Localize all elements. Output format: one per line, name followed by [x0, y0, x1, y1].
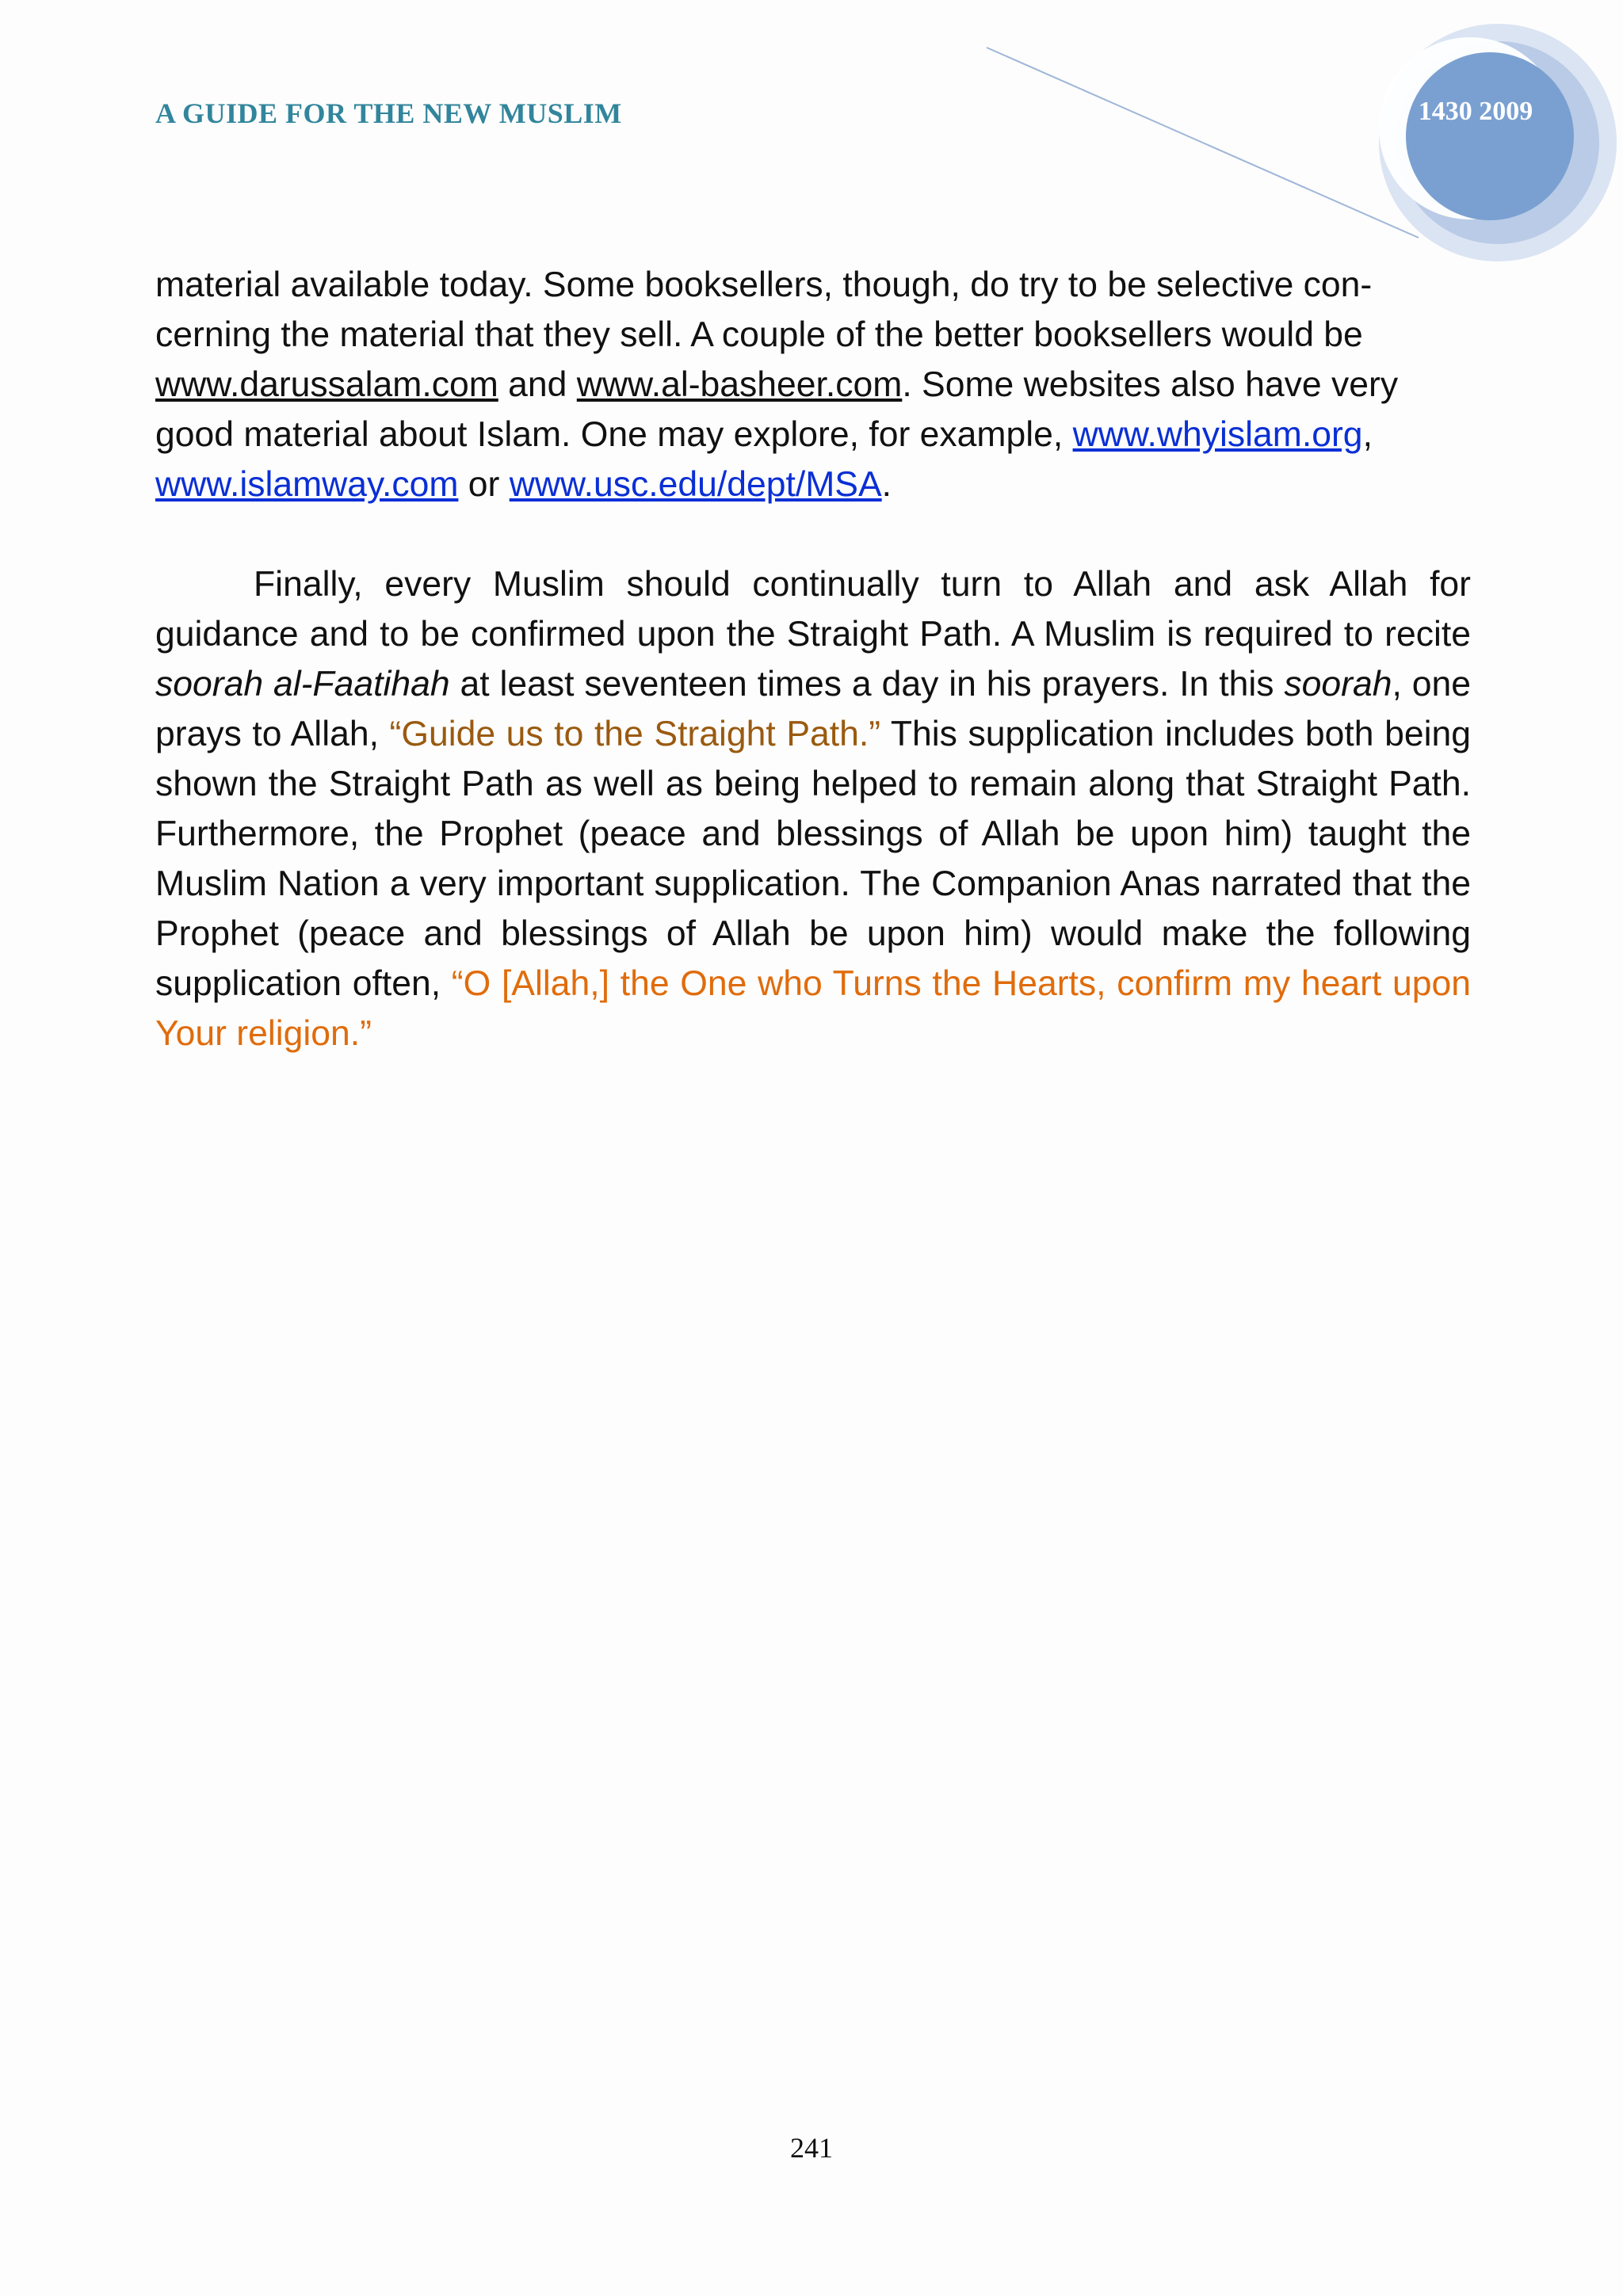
- paragraph-text: Finally, every Muslim should continually turn to Allah and ask Allah for guidance and to be confirmed upon the Straight Path. A Muslim is required to recite: [155, 565, 1471, 654]
- paragraph-text: .: [881, 465, 892, 504]
- header-decoration: [0, 0, 1623, 285]
- paragraph-text: This supplication includes both being shown the Straight Path as well as being helped to remain along that Straight Path. Furthermore, the Prophet (peace and blessings of Allah be upon him) taught the Muslim Nation a very important supplication. The Companion Anas narrated that the Prophet (peace and blessings of Allah be upon him) would make the following supplication often,: [155, 715, 1471, 1003]
- italic-term: soorah: [1284, 665, 1392, 704]
- quote-supplication: “O [Allah,] the One who Turns the Hearts, confirm my heart upon Your religion.”: [155, 964, 1471, 1053]
- paragraph-text: . Some websites also have very good material about Islam. One may explore, for example,: [155, 365, 1399, 454]
- paragraph-text: or: [458, 465, 510, 504]
- header-title: A GUIDE FOR THE NEW MUSLIM: [155, 97, 622, 129]
- link-usc-msa[interactable]: www.usc.edu/dept/MSA: [509, 465, 882, 504]
- paragraph-supplication: [155, 559, 1471, 1058]
- page-content: [155, 260, 1471, 1058]
- quote-straight-path: “Guide us to the Straight Path.”: [389, 715, 881, 753]
- paragraph-booksellers: [155, 260, 1471, 509]
- link-darussalam[interactable]: www.darussalam.com: [155, 365, 498, 404]
- link-whyislam[interactable]: www.whyislam.org: [1072, 415, 1363, 454]
- italic-term: soorah al-Faatihah: [155, 665, 450, 704]
- paragraph-text: at least seventeen times a day in his prayers. In this: [449, 665, 1285, 704]
- paragraph-text: and: [498, 365, 577, 404]
- paragraph-text: , one prays to Allah,: [155, 665, 1471, 753]
- link-islamway[interactable]: www.islamway.com: [155, 465, 459, 504]
- page-number: 241: [790, 2132, 833, 2164]
- header-year: 1430 2009: [1418, 97, 1533, 126]
- paragraph-text: material available today. Some booksellers, though, do try to be selective con-cerning the material that they sell. A couple of the better booksellers would be: [155, 265, 1373, 354]
- link-al-basheer[interactable]: www.al-basheer.com: [576, 365, 903, 404]
- paragraph-text: ,: [1362, 415, 1373, 454]
